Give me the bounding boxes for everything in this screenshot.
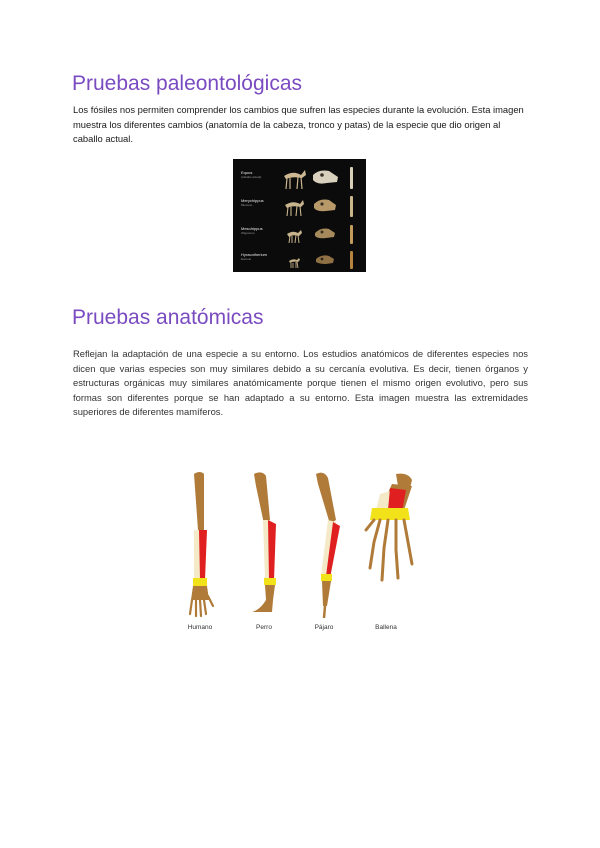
section-title-paleontologicas: Pruebas paleontológicas [72, 72, 302, 95]
horse-leg-bone-icon [347, 166, 357, 191]
horse-row [233, 165, 366, 192]
section-title-anatomicas: Pruebas anatómicas [72, 306, 264, 329]
horse-species-period: Oligoceno [241, 231, 255, 235]
horse-row [233, 193, 366, 220]
limb-label-whale: Ballena [375, 624, 397, 631]
horse-leg-bone-icon [347, 194, 357, 219]
horse-row [233, 247, 366, 274]
dog-leg-icon [252, 472, 276, 612]
human-arm-icon [190, 472, 213, 616]
horse-skeleton-icon [281, 166, 307, 190]
limb-label-dog: Perro [256, 624, 272, 631]
horse-leg-bone-icon [347, 248, 357, 273]
horse-evolution-figure [233, 159, 366, 272]
horse-skeleton-icon [281, 248, 307, 272]
horse-leg-bone-icon [347, 222, 357, 247]
bird-wing-icon [316, 473, 340, 618]
horse-species-period: Eoceno [241, 257, 252, 261]
limb-label-human: Humano [187, 624, 213, 631]
section-body-anatomicas: Reflejan la adaptación de una especie a su entorno. Los estudios anatómicos de diferentes especies nos dicen que varias especies son muy similares debido a su cercanía evolutiva. Es decir, tienen órganos y estructuras orgánicas muy similares anatómicamente porque tienen el mismo origen evolutivo, pero sus formas son diferentes porque se han adaptado a su entorno. Esta imagen muestra las extremidades superiores de diferentes mamíferos. [73, 348, 528, 417]
section-body-paleontologicas: Los fósiles nos permiten comprender los cambios que sufren las especies durante la evolución. Esta imagen muestra los diferentes cambios (anatomía de la cabeza, tronco y patas) de la especie que dio origen al caballo actual. [73, 104, 524, 144]
horse-species-name: Hyracotherium [241, 252, 268, 257]
whale-flipper-icon [366, 474, 412, 580]
horse-species-name: Mesohippus [241, 226, 263, 231]
horse-skull-icon [311, 167, 339, 189]
horse-skull-icon [311, 195, 339, 217]
horse-species-name: Merychippus [241, 198, 264, 203]
homologous-limbs-figure [176, 468, 426, 638]
horse-skull-icon [311, 223, 339, 245]
horse-skull-icon [311, 249, 339, 271]
horse-skeleton-icon [281, 194, 307, 218]
horse-species-name: Equus [241, 170, 253, 175]
horse-species-period: Mioceno [241, 203, 253, 207]
horse-skeleton-icon [281, 222, 307, 246]
limb-label-bird: Pájaro [314, 624, 334, 631]
horse-species-period: (caballo actual) [241, 175, 262, 179]
horse-row [233, 221, 366, 248]
